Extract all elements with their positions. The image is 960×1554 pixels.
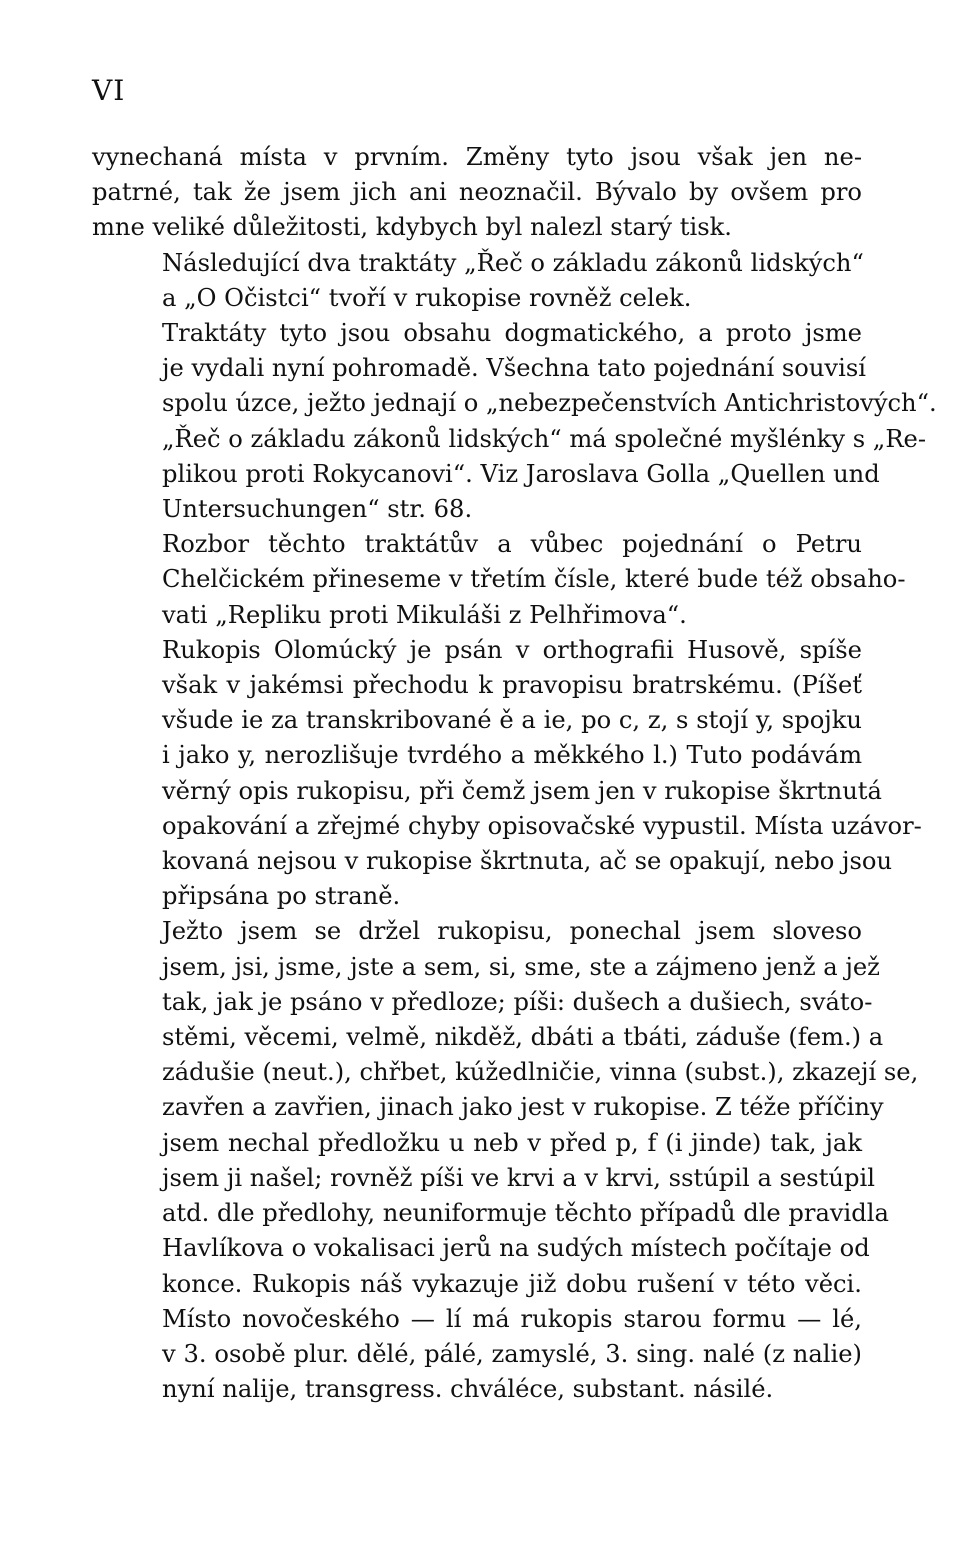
text-line: v 3. osobě plur. dělé, pálé, zamyslé, 3. sing. nalé (z nalie) [162, 1339, 862, 1368]
text-line: však v jakémsi přechodu k pravopisu bratrskému. (Píšeť [162, 671, 862, 700]
text-line: plikou proti Rokycanovi“. Viz Jaroslava Golla „Quellen und [162, 459, 880, 488]
text-line: věrný opis rukopisu, při čemž jsem jen v rukopise škrtnutá [162, 776, 882, 805]
text-line: nyní nalije, transgress. chváléce, substant. násilé. [162, 1375, 774, 1404]
text-line: Rozbor těchto traktátův a vůbec pojednání o Petru [162, 530, 862, 559]
text-line: atd. dle předlohy, neuniformuje těchto případů dle pravidla [162, 1199, 889, 1228]
text-line: Následující dva traktáty „Řeč o základu zákonů lidských“ [162, 248, 864, 277]
text-line: jsem nechal předložku u neb v před p, f (i jinde) tak, jak [162, 1128, 862, 1157]
text-line: kovaná nejsou v rukopise škrtnuta, ač se opakují, nebo jsou [162, 847, 893, 876]
paragraph [92, 633, 922, 915]
text-line: vynechaná místa v prvním. Změny tyto jsou však jen ne- [92, 143, 862, 171]
text-line: jsem ji našel; rovněž píši ve krvi a v krvi, sstúpil a sestúpil [162, 1163, 875, 1192]
text-line: Místo novočeského — lí má rukopis starou formu — lé, [162, 1304, 862, 1333]
paragraph [92, 140, 862, 246]
text-line: stěmi, věcemi, velmě, nikděž, dbáti a tbáti, záduše (fem.) a [162, 1023, 884, 1052]
text-line: Traktáty tyto jsou obsahu dogmatického, a proto jsme [162, 319, 862, 348]
text-line: a „O Očistci“ tvoří v rukopise rovněž celek. [162, 283, 692, 312]
text-line: patrné, tak že jsem jich ani neoznačil. Bývalo by ovšem pro [92, 178, 862, 207]
text-line: mne veliké důležitosti, kdybych byl nalezl starý tisk. [92, 213, 732, 242]
text-line: „Řeč o základu zákonů lidských“ má společné myšlénky s „Re- [162, 424, 927, 453]
page-number: VI [92, 74, 126, 107]
paragraph [92, 914, 919, 1407]
text-line: Ježto jsem se držel rukopisu, ponechal jsem sloveso [162, 917, 862, 946]
text-line: Chelčickém přineseme v třetím čísle, které bude též obsaho- [162, 565, 906, 594]
paragraph [92, 246, 862, 316]
text-line: vati „Repliku proti Mikuláši z Pelhřimova“. [162, 600, 687, 629]
text-line: zavřen a zavřien, jinach jako jest v rukopise. Z téže příčiny [162, 1093, 884, 1122]
text-line: Havlíkova o vokalisaci jerů na sudých místech počítaje od [162, 1234, 870, 1263]
text-line: všude ie za transkribované ě a ie, po c, z, s stojí y, spojku [162, 706, 862, 735]
text-line: je vydali nyní pohromadě. Všechna tato pojednání souvisí [162, 354, 866, 383]
text-line: spolu úzce, ježto jednají o „nebezpečenstvích Antichristových“. [162, 389, 937, 418]
text-line: připsána po straně. [162, 882, 401, 911]
text-line: opakování a zřejmé chyby opisovačské vypustil. Místa uzávor- [162, 811, 922, 840]
text-line: konce. Rukopis náš vykazuje již dobu rušení v této věci. [162, 1269, 862, 1298]
text-line: zádušie (neut.), chřbet, kúžedlničie, vinna (subst.), zkazejí se, [162, 1058, 919, 1087]
text-line: Rukopis Olomúcký je psán v orthografii Husově, spíše [162, 635, 862, 664]
text-line: Untersuchungen“ str. 68. [162, 495, 473, 524]
body-text [92, 140, 937, 1407]
paragraph [92, 527, 906, 633]
text-line: jsem, jsi, jsme, jste a sem, si, sme, ste a zájmeno jenž a jež [162, 952, 880, 981]
text-line: tak, jak je psáno v předloze; píši: dušech a dušiech, sváto- [162, 987, 873, 1016]
text-line: i jako y, nerozlišuje tvrdého a měkkého l.) Tuto podávám [162, 741, 862, 770]
paragraph [92, 316, 937, 527]
